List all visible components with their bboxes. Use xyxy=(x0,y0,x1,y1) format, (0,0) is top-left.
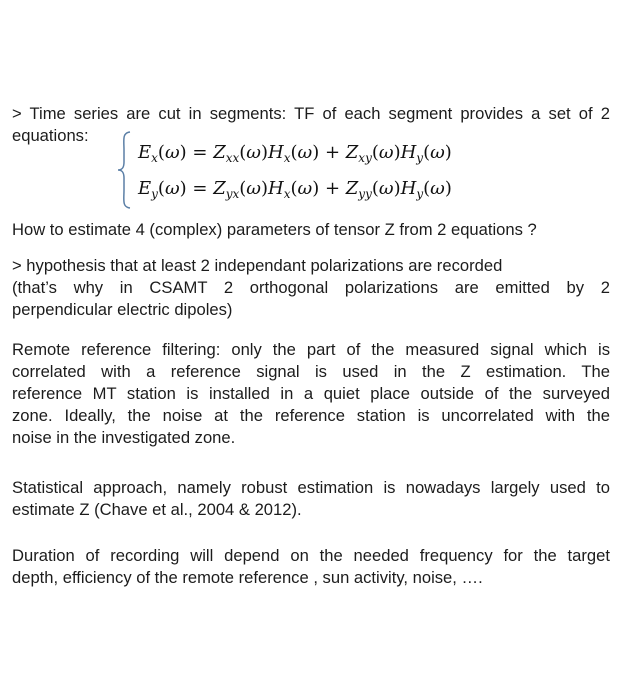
hypothesis-line-3: perpendicular electric dipoles) xyxy=(12,300,233,319)
remote-reference-paragraph xyxy=(12,339,610,449)
hypothesis-line-2: (that’s why in CSAMT 2 orthogonal polarizations are emitted by 2 xyxy=(12,278,610,297)
equation-1-text: $E_x(\omega) = Z_{xx}(\omega)H_x(\omega) + Z_{xy}(\omega)H_y(\omega)$ xyxy=(138,142,452,165)
statistical-paragraph xyxy=(12,477,610,521)
statistical-line-2: estimate Z (Chave et al., 2004 & 2012). xyxy=(12,500,302,519)
remote-reference-line-2: correlated with a reference signal is used in the Z estimation. The xyxy=(12,362,610,381)
remote-reference-line-3: reference MT station is installed in a quiet place outside of the surveyed xyxy=(12,384,610,403)
equation-2-text: $E_y(\omega) = Z_{yx}(\omega)H_x(\omega) + Z_{yy}(\omega)H_y(\omega)$ xyxy=(138,178,452,201)
hypothesis-paragraph xyxy=(12,255,610,321)
question-paragraph xyxy=(12,219,610,241)
equation-1 xyxy=(138,141,452,165)
question-line: How to estimate 4 (complex) parameters of tensor Z from 2 equations ? xyxy=(12,220,537,239)
duration-line-2: depth, efficiency of the remote reference , sun activity, noise, …. xyxy=(12,568,483,587)
left-curly-brace-icon xyxy=(116,130,136,210)
duration-line-1: Duration of recording will depend on the needed frequency for the target xyxy=(12,546,610,565)
remote-reference-line-1: Remote reference filtering: only the part of the measured signal which is xyxy=(12,340,610,359)
duration-paragraph xyxy=(12,545,610,589)
equation-2 xyxy=(138,177,452,201)
remote-reference-line-5: noise in the investigated zone. xyxy=(12,428,236,447)
hypothesis-line-1: > hypothesis that at least 2 independant polarizations are recorded xyxy=(12,256,503,275)
segments-line-2: equations: xyxy=(12,126,89,145)
remote-reference-line-4: zone. Ideally, the noise at the reference station is uncorrelated with the xyxy=(12,406,610,425)
segments-line-1: > Time series are cut in segments: TF of each segment provides a set of 2 xyxy=(12,104,610,123)
statistical-line-1: Statistical approach, namely robust estimation is nowadays largely used to xyxy=(12,478,610,497)
